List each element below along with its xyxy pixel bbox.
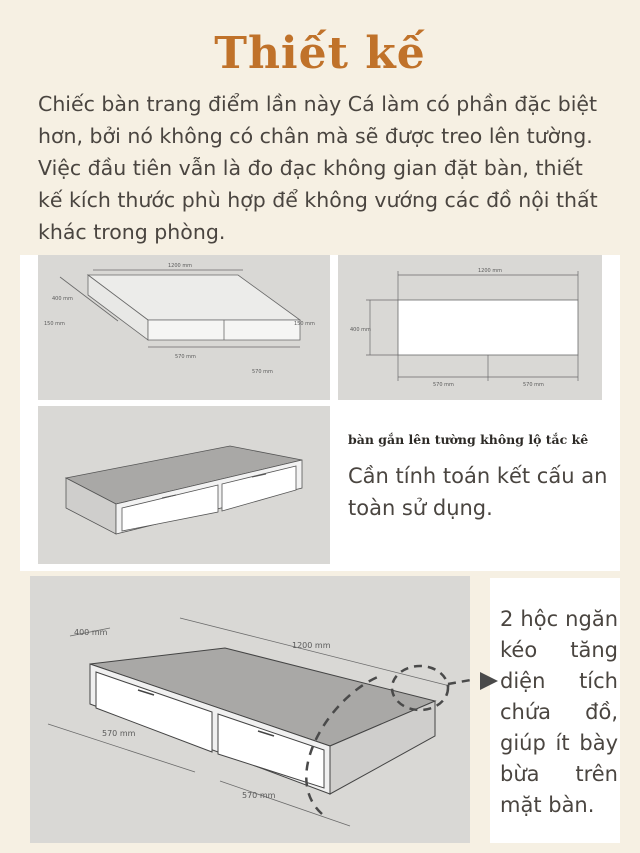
dim-drawer-2: 570 mm (252, 369, 273, 375)
dim-height-right: 150 mm (294, 321, 315, 327)
intro-text (38, 88, 608, 248)
caption-structure: Cần tính toán kết cấu an toàn sử dụng. (348, 464, 608, 520)
plan-view-drawing (338, 255, 602, 400)
large-dim-depth: 400 mm (74, 628, 108, 637)
dim-width: 1200 mm (168, 263, 193, 269)
dim-height-left: 150 mm (44, 321, 65, 327)
plan-dim-depth: 400 mm (350, 327, 371, 333)
side-note-text: 2 hộc ngăn kéo tăng diện tích chứa đồ, giúp ít bày bừa trên mặt bàn. (500, 607, 618, 817)
plan-dim-drawer-1: 570 mm (433, 382, 454, 388)
rendered-model-drawing (38, 406, 330, 564)
large-dim-drawer-1: 570 mm (102, 729, 136, 738)
isometric-drawing-small (38, 255, 330, 400)
large-model-drawing (30, 576, 470, 843)
page-title: Thiết kế (214, 28, 426, 79)
large-dim-width: 1200 mm (292, 641, 331, 650)
caption-wall-mount: bàn gắn lên tường không lộ tắc kê (348, 432, 589, 447)
large-dim-drawer-2: 570 mm (242, 791, 276, 800)
dim-drawer-1: 570 mm (175, 354, 196, 360)
intro-paragraph-1: Chiếc bàn trang điểm lần này Cá làm có phần đặc biệt hơn, bởi nó không có chân mà sẽ được treo lên tường. (38, 92, 598, 148)
intro-paragraph-2: Việc đầu tiên vẫn là đo đạc không gian đặt bàn, thiết kế kích thước phù hợp để không vướng các đồ nội thất khác trong phòng. (38, 156, 598, 244)
plan-dim-width: 1200 mm (478, 268, 503, 274)
plan-dim-drawer-2: 570 mm (523, 382, 544, 388)
dim-depth: 400 mm (52, 296, 73, 302)
